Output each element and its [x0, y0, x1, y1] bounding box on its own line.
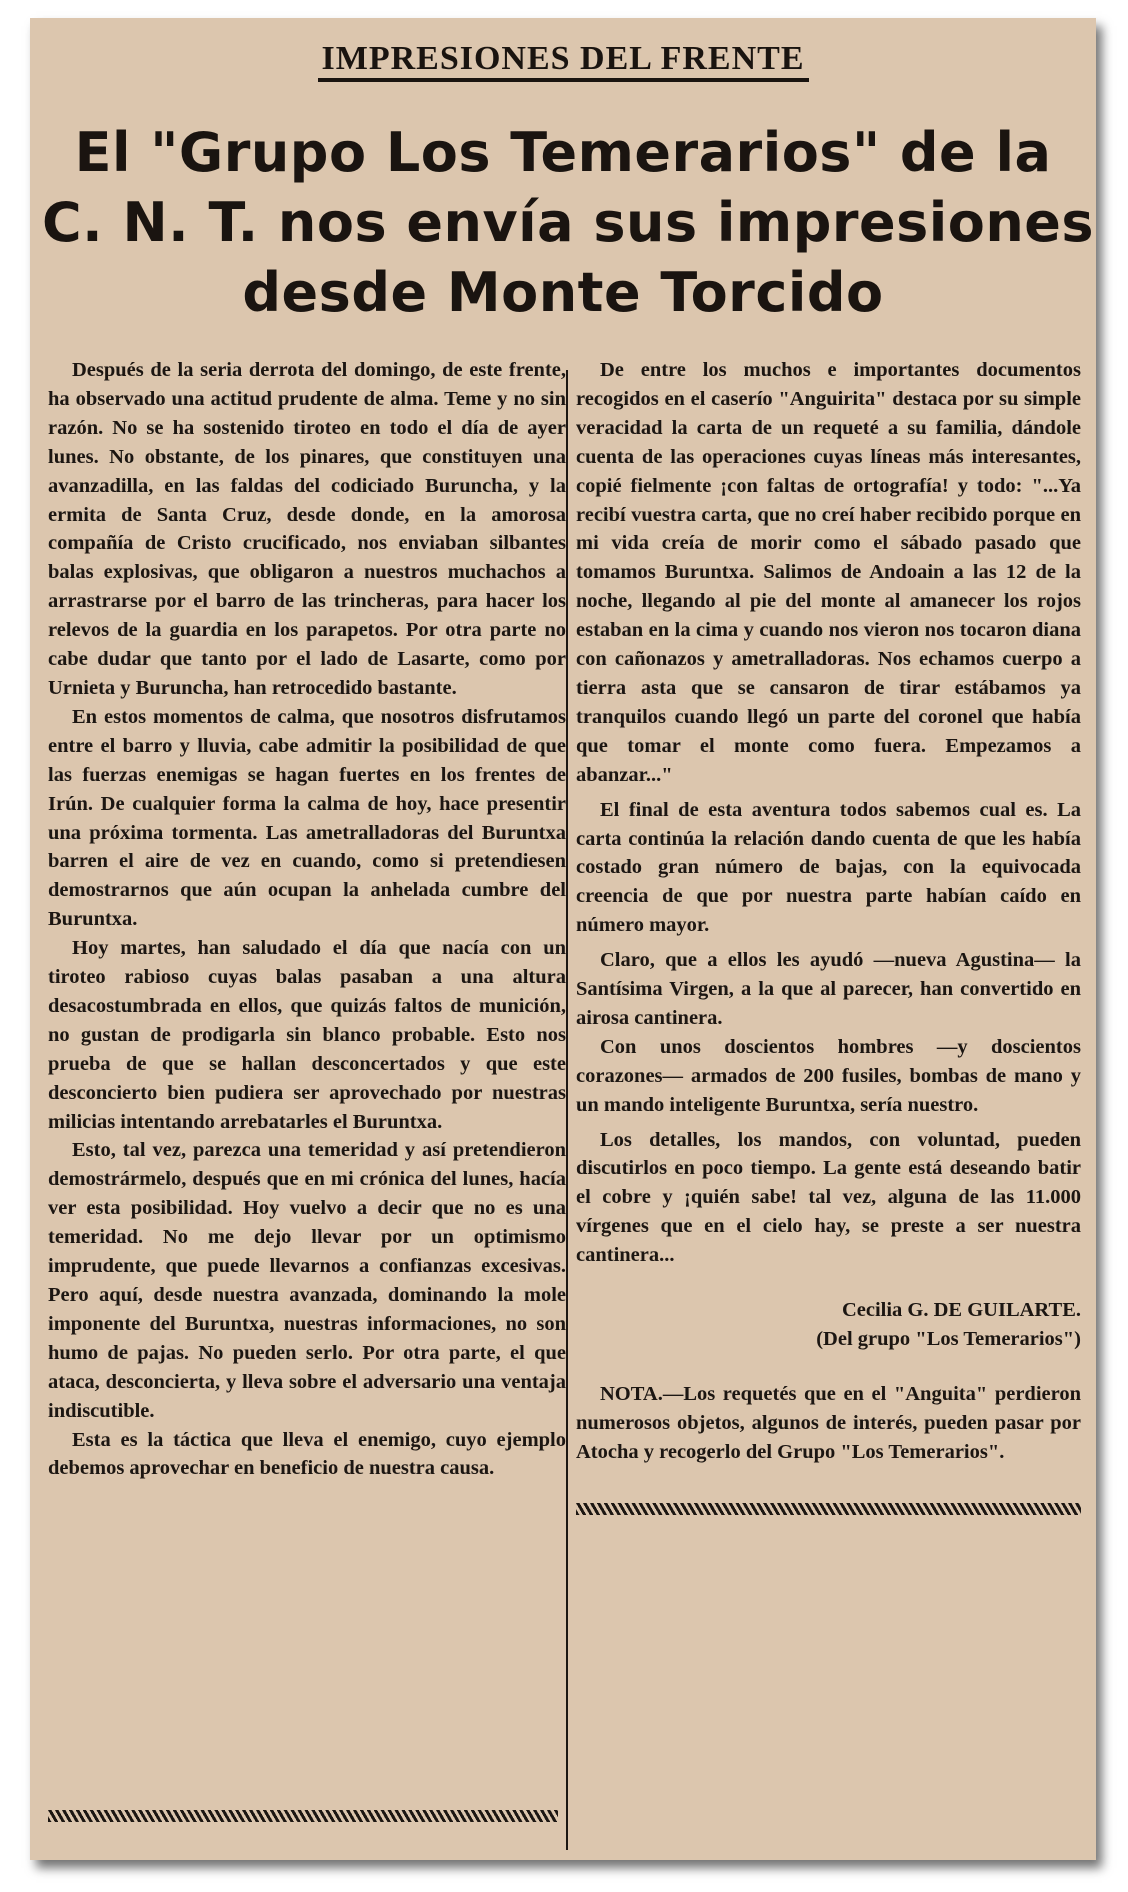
paragraph: En estos momentos de calma, que nosotros disfrutamos entre el barro y lluvia, cabe admitir la posibilidad de que las fuerzas enemigas se hagan fuertes en los frentes de Irún. De cualquier forma la calma de hoy, hace presentir una próxima tormenta. Las ametralladoras del Buruntxa barren el aire de vez en cuando, como si pretendiesen demostrarnos que aún ocupan la anhelada cumbre del Buruntxa.	[48, 705, 566, 931]
paragraph: Hoy martes, han saludado el día que nacía con un tiroteo rabioso cuyas balas pasaban a una altura desacostumbrada en ellos, que quizás faltos de munición, no gustan de prodigarla sin blanco probable. Esto nos prueba de que se hallan desconcertados y que este desconcierto bien pudiera ser aprovechado por nuestras milicias intentando arrebatarles el Buruntxa.	[48, 937, 566, 1133]
ornamental-rule	[576, 1503, 1081, 1515]
note: NOTA.—Los requetés que en el "Anguita" perdieron numerosos objetos, algunos de interés, pueden pasar por Atocha y recogerlo del Grupo "Los Temerarios".	[576, 1382, 1081, 1463]
column-divider	[566, 370, 568, 1850]
paragraph: Con unos doscientos hombres —y doscientos corazones— armados de 200 fusiles, bombas de mano y un mando inteligente Buruntxa, sería nuestro.	[576, 1035, 1081, 1116]
headline	[42, 118, 1095, 328]
headline-line: El "Grupo Los Temerarios" de la	[74, 121, 1052, 184]
headline-line: C. N. T. nos envía sus impresiones	[42, 191, 1095, 254]
paragraph: De entre los muchos e importantes documentos recogidos en el caserío "Anguirita" destaca por su simple veracidad la carta de un requeté a su familia, dándole cuenta de las operaciones cuyas líneas más interesantes, copié fielmente ¡con faltas de ortografía! y todo: "...Ya recibí vuestra carta, que no creí haber recibido porque en mi vida creía de morir como el sábado pasado que tomamos Buruntxa. Salimos de Andoain a las 12 de la noche, llegando al pie del monte al amanecer los rojos estaban en la cima y cuando nos vieron nos tocaron diana con cañonazos y ametralladoras. Nos echamos cuerpo a tierra asta que se cansaron de tirar estábamos ya tranquilos cuando llegó un parte del coronel que había que tomar el monte como fuera. Empezamos a abanzar..."	[576, 359, 1081, 786]
paragraph: Esta es la táctica que lleva el enemigo, cuyo ejemplo debemos aprovechar en beneficio de nuestra causa.	[48, 1428, 566, 1480]
paragraph: Después de la seria derrota del domingo, de este frente, ha observado una actitud prudente de alma. Teme y no sin razón. No se ha sostenido tiroteo en todo el día de ayer lunes. No obstante, de los pinares, que constituyen una avanzadilla, en las faldas del codiciado Buruncha, y la ermita de Santa Cruz, desde donde, en la amorosa compañía de Cristo crucificado, nos enviaban silbantes balas explosivas, que obligaron a nuestros muchachos a arrastrarse por el barro de las trincheras, para hacer los relevos de la guardia en los parapetos. Por otra parte no cabe dudar que tanto por el lado de Lasarte, como por Urnieta y Buruncha, han retrocedido bastante.	[48, 359, 566, 699]
headline-line: desde Monte Torcido	[242, 261, 884, 324]
section-title: IMPRESIONES DEL FRENTE	[30, 40, 1096, 78]
paragraph: Los detalles, los mandos, con voluntad, pueden discutirlos en poco tiempo. La gente está deseando batir el cobre y ¡quién sabe! tal vez, alguna de las 11.000 vírgenes que en el cielo hay, se preste a ser nuestra cantinera...	[576, 1128, 1081, 1267]
ornamental-rule	[48, 1810, 558, 1822]
paragraph: Esto, tal vez, parezca una temeridad y así pretendieron demostrármelo, después que en mi crónica del lunes, hacía ver esta posibilidad. Hoy vuelvo a decir que no es una temeridad. No me dejo llevar por un optimismo imprudente, que puede llevarnos a confianzas excesivas. Pero aquí, desde nuestra avanzada, dominando la mole imponente del Buruntxa, nuestras informaciones, no son humo de pajas. No pueden serlo. Por otra parte, el que ataca, desconcierta, y lleva sobre el adversario una ventaja indiscutible.	[48, 1139, 566, 1422]
left-column	[48, 356, 566, 1483]
newspaper-clipping	[30, 18, 1096, 1860]
right-column	[576, 356, 1081, 1515]
paragraph: Claro, que a ellos les ayudó —nueva Agustina— la Santísima Virgen, a la que al parecer, han convertido en airosa cantinera.	[576, 949, 1081, 1029]
author-group: (Del grupo "Los Temerarios")	[816, 1328, 1081, 1350]
paragraph: El final de esta aventura todos sabemos cual es. La carta continúa la relación dando cuenta de que les había costado gran número de bajas, con la equivocada creencia de que por nuestra parte habían caído en número mayor.	[576, 798, 1081, 937]
signature	[576, 1296, 1081, 1354]
author-name: Cecilia G. DE GUILARTE.	[841, 1299, 1081, 1322]
